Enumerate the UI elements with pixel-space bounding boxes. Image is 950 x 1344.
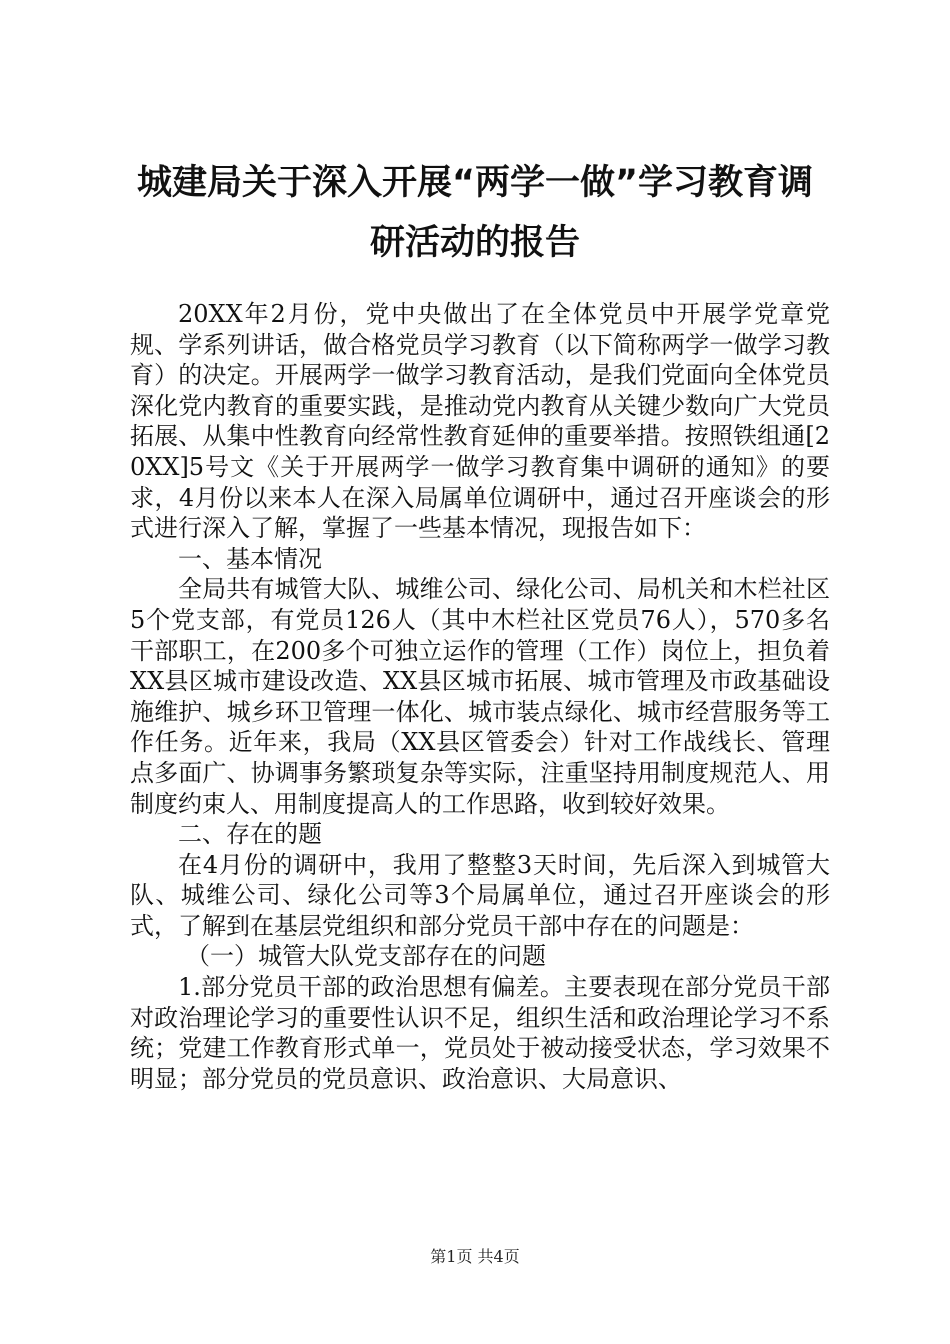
section-heading-problems: 二、存在的题 [178,820,322,849]
problems-intro-paragraph: 在4月份的调研中，我用了整整3天时间，先后深入到城管大队、城维公司、绿化公司等3个局属单位，通过召开座谈会的形式，了解到在基层党组织和部分党员干部中存在的问题是： [130,850,830,940]
document-title-line-1: 城建局关于深入开展“两学一做”学习教育调 [136,163,813,203]
document-body [130,299,830,1094]
subsection-heading-city-management: （一）城管大队党支部存在的问题 [186,942,546,971]
section-heading-basic-situation: 一、基本情况 [178,544,322,573]
problem-item-1-paragraph: 1.部分党员干部的政治思想有偏差。主要表现在部分党员干部对政治理论学习的重要性认识不足，组织生活和政治理论学习不系统；党建工作教育形式单一，党员处于被动接受状态，学习效果不明显；部分党员的党员意识、政治意识、大局意识、 [130,973,830,1093]
page-number-footer: 第1页 共4页 [430,1247,520,1266]
intro-paragraph: 20XX年2月份，党中央做出了在全体党员中开展学党章党规、学系列讲话，做合格党员学习教育（以下简称两学一做学习教育）的决定。开展两学一做学习教育活动，是我们党面向全体党员深化党内教育的重要实践，是推动党内教育从关键少数向广大党员拓展、从集中性教育向经常性教育延伸的重要举措。按照铁组通[20XX]5号文《关于开展两学一做学习教育集中调研的通知》的要求，4月份以来本人在深入局属单位调研中，通过召开座谈会的形式进行深入了解，掌握了一些基本情况，现报告如下： [130,300,830,543]
document-title-line-2: 研活动的报告 [369,223,580,263]
basic-situation-paragraph: 全局共有城管大队、城维公司、绿化公司、局机关和木栏社区5个党支部，有党员126人（其中木栏社区党员76人），570多名干部职工，在200多个可独立运作的管理（工作）岗位上，担负着XX县区城市建设改造、XX县区城市拓展、城市管理及市政基础设施维护、城乡环卫管理一体化、城市装点绿化、城市经营服务等工作任务。近年来，我局（XX县区管委会）针对工作战线长、管理点多面广、协调事务繁琐复杂等实际，注重坚持用制度规范人、用制度约束人、用制度提高人的工作思路，收到较好效果。 [130,575,830,818]
